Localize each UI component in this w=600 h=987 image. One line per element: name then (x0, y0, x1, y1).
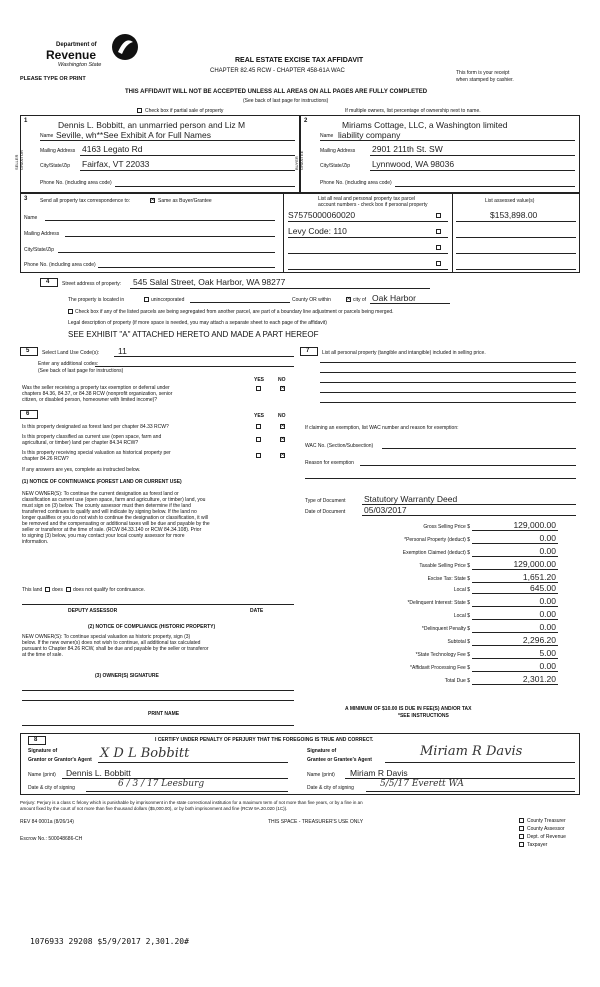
grantor-name-label: Name (print) (28, 772, 56, 778)
sec6-yes: YES (254, 413, 265, 419)
additional-codes-note: (See back of last page for instructions) (38, 368, 124, 374)
sec5-q1-line2: chapters 84.36, 84.37, or 84.38 RCW (nonprofit organization, senior (22, 391, 173, 397)
sec6-q3-line2: chapter 84.26 RCW? (22, 456, 69, 462)
tax-row-label: Excise Tax: State $ (427, 576, 470, 582)
tax-row-value[interactable]: 0.00 (539, 661, 556, 671)
seller-mailing-label: Mailing Address (40, 148, 76, 154)
see-instructions: *SEE INSTRUCTIONS (398, 713, 449, 719)
rev-number: REV 84 0001a (8/26/14) (20, 819, 74, 825)
tax-row-label: *Delinquent Interest: State $ (407, 600, 470, 606)
buyer-phone-label: Phone No. (including area code) (320, 180, 392, 186)
copy-dor-checkbox[interactable] (519, 834, 524, 839)
tax-row-value[interactable]: 645.00 (530, 583, 556, 593)
tax-row-value[interactable]: 1,651.20 (522, 572, 556, 582)
tax-row-label: Local $ (453, 613, 470, 619)
multiple-owners-label: If multiple owners, list percentage of ownership next to name. (345, 108, 481, 114)
grantor-sig-label-2: Grantor or Grantor's Agent (28, 757, 92, 763)
buyer-mailing[interactable]: 2901 211th St. SW (372, 144, 443, 154)
grantee-sig-label-1: Signature of (307, 748, 337, 754)
notice-1-line1: NEW OWNER(S): To continue the current designation as forest land or (22, 491, 179, 497)
sec6-q1-no-checkbox[interactable] (280, 424, 285, 429)
notice-1-line4: transferred continues to qualify and will indicate by signing below. If the land no (22, 509, 197, 515)
tax-row-value[interactable]: 2,296.20 (522, 635, 556, 645)
grantor-signature[interactable]: X D L Bobbitt (100, 746, 190, 761)
sec6-no: NO (278, 413, 286, 419)
see-back: (See back of last page for instructions) (243, 98, 329, 104)
sec6-q1: Is this property designated as forest land per chapter 84.33 RCW? (22, 424, 169, 430)
tax-row-label: Exemption Claimed (deduct) $ (402, 550, 470, 556)
state-label: Washington State (58, 62, 102, 68)
parcel-4-personal-checkbox[interactable] (436, 261, 441, 266)
perjury-line-2: amount fixed by the court of not more than five thousand dollars ($5,000.00), or by both imprisonment and fine (RCW 9A.20.020 (1C)). (20, 806, 288, 811)
tax-row-label: *Affidavit Processing Fee $ (410, 665, 470, 671)
notice-1-line6: be removed and the compensating or additional taxes will be due and payable by the (22, 521, 210, 527)
sec6-q3-yes-checkbox[interactable] (256, 453, 261, 458)
parcel-1-personal-checkbox[interactable] (436, 213, 441, 218)
dept-label: Department of (56, 42, 97, 48)
copy-taxpayer: Taxpayer (527, 842, 548, 848)
does-label: does (52, 587, 63, 593)
buyer-name-label: Name (320, 133, 334, 139)
sec3-mailing-label: Mailing Address (24, 231, 60, 237)
does-qualify-checkbox[interactable] (45, 587, 50, 592)
street-address[interactable]: 545 Salal Street, Oak Harbor, WA 98277 (133, 277, 286, 287)
city-of-label: city of (353, 297, 367, 303)
revenue-logo (28, 30, 123, 70)
partial-sale-label: Check box if partial sale of property (145, 108, 224, 114)
section-4-number: 4 (46, 279, 50, 285)
doc-date[interactable]: 05/03/2017 (364, 505, 407, 515)
section-5-number: 5 (26, 348, 30, 354)
tax-row-value[interactable]: 129,000.00 (513, 559, 556, 569)
land-qualify-label: This land (22, 587, 43, 593)
tax-row-value[interactable]: 2,301.20 (522, 674, 556, 684)
tax-row-label: Taxable Selling Price $ (419, 563, 470, 569)
grantee-sig-label-2: Grantee or Grantee's Agent (307, 757, 372, 763)
notice-1-line8: to signing (3) below, you may contact your local county assessor for more (22, 533, 185, 539)
notice-2-line2: below. If the new owner(s) does not wish to continue, all additional tax calculated (22, 640, 201, 646)
sec5-q1-no-checkbox[interactable] (280, 386, 285, 391)
notice-2-title: (2) NOTICE OF COMPLIANCE (HISTORIC PROPERTY) (88, 624, 216, 630)
notice-1-line3: must sign on (3) below. The county assessor must then determine if the land (22, 503, 191, 509)
copy-dor: Dept. of Revenue (527, 834, 566, 840)
doc-date-label: Date of Document (305, 509, 346, 515)
perjury-line-1: Perjury: Perjury is a class C felony which is punishable by imprisonment in the state correctional institution for a maximum term of not more than five years, or by a fine in an (20, 800, 363, 805)
seller-city[interactable]: Fairfax, VT 22033 (82, 159, 150, 169)
seller-mailing[interactable]: 4163 Legato Rd (82, 144, 143, 154)
owner-signature-label: (3) OWNER(S) SIGNATURE (95, 673, 159, 679)
certify-text: I CERTIFY UNDER PENALTY OF PERJURY THAT THE FOREGOING IS TRUE AND CORRECT. (155, 737, 374, 743)
sec5-no: NO (278, 377, 286, 383)
tax-row-label: Gross Selling Price $ (423, 524, 470, 530)
seller-phone-label: Phone No. (including area code) (40, 180, 112, 186)
notice-1-line2: classification as current use (open space, farm and agriculture, or timber) land, you (22, 497, 206, 503)
form-chapter: CHAPTER 82.45 RCW - CHAPTER 458-61A WAC (210, 68, 345, 74)
segregated-checkbox[interactable] (68, 309, 73, 314)
reason-label: Reason for exemption (305, 460, 354, 466)
sec3-name-label: Name (24, 215, 38, 221)
exemption-label: If claiming an exemption, list WAC number and reason for exemption: (305, 425, 459, 431)
notice-2-line3: pursuant to Chapter 84.26 RCW, shall be due and payable by the seller or transferor (22, 646, 209, 652)
please-type: PLEASE TYPE OR PRINT (20, 76, 86, 82)
tax-row-value[interactable]: 129,000.00 (513, 520, 556, 530)
seller-city-label: City/State/Zip (40, 163, 71, 169)
receipt-note-2: when stamped by cashier. (456, 77, 514, 83)
buyer-city-label: City/State/Zip (320, 163, 351, 169)
sec5-q1-line3: citizen, or disabled person, homeowner with limited income)? (22, 397, 158, 403)
copy-treasurer-checkbox[interactable] (519, 818, 524, 823)
tax-row-value[interactable]: 0.00 (539, 622, 556, 632)
land-use-code[interactable]: 11 (118, 346, 127, 356)
grantor-date-label: Date & city of signing (28, 785, 75, 791)
grantor-name[interactable]: Dennis L. Bobbitt (66, 768, 131, 778)
grantee-date[interactable]: 5/5/17 Everett WA (380, 779, 464, 789)
sec6-q2-line2: agricultural, or timber) land per chapter 84.34 RCW? (22, 440, 139, 446)
grantor-date[interactable]: 6 / 3 / 17 Leesburg (118, 779, 205, 789)
copy-treasurer: County Treasurer (527, 818, 566, 824)
same-as-buyer-label: Same as Buyer/Grantee (158, 198, 212, 204)
same-as-buyer-checkbox[interactable] (150, 198, 155, 203)
seller-name-line2[interactable]: Seville, wh**See Exhibit A for Full Names (56, 130, 211, 140)
parcel-2-personal-checkbox[interactable] (436, 229, 441, 234)
copy-assessor: County Assessor (527, 826, 565, 832)
treasurer-use: THIS SPACE - TREASURER'S USE ONLY (268, 819, 364, 825)
notice-2-line1: NEW OWNER(S): To continue special valuation as historic property, sign (3) (22, 634, 191, 640)
parcel-header-1: List all real and personal property tax parcel (318, 196, 415, 202)
street-address-label: Street address of property: (62, 281, 122, 287)
notice-1-line5: longer qualifies or you do not wish to continue the designation or classification, it will (22, 515, 208, 521)
sec6-q3-line1: Is this property receiving special valuation as historical property per (22, 450, 171, 456)
section-3-number: 3 (24, 196, 28, 202)
sec5-q1-yes-checkbox[interactable] (256, 386, 261, 391)
tax-row-label: *State Technology Fee $ (415, 652, 470, 658)
section-2-number: 2 (304, 118, 308, 124)
sec3-city-label: City/State/Zip (24, 247, 55, 253)
parcel-3-personal-checkbox[interactable] (436, 245, 441, 250)
buyer-mailing-label: Mailing Address (320, 148, 356, 154)
grantor-sig-label-1: Signature of (28, 748, 58, 754)
grantee-date-label: Date & city of signing (307, 785, 354, 791)
tax-row-value[interactable]: 0.00 (539, 533, 556, 543)
tax-row-value[interactable]: 0.00 (539, 609, 556, 619)
section-8-number: 8 (34, 737, 38, 743)
tax-row-label: Total Due $ (444, 678, 470, 684)
notice-1-line9: information. (22, 539, 49, 545)
doc-type-label: Type of Document (305, 498, 346, 504)
grantee-signature[interactable]: Miriam R Davis (420, 744, 523, 759)
grantee-name[interactable]: Miriam R Davis (350, 768, 408, 778)
city-of-checkbox[interactable] (346, 297, 351, 302)
escrow-number: Escrow No.: 500048686-CH (20, 836, 83, 842)
form-title: REAL ESTATE EXCISE TAX AFFIDAVIT (235, 57, 364, 64)
sec5-q1-line1: Was the seller receiving a property tax exemption or deferral under (22, 385, 170, 391)
receipt-note-1: This form is your receipt (456, 70, 510, 76)
does-not-qualify-checkbox[interactable] (66, 587, 71, 592)
assessor-date-label: DATE (250, 608, 264, 614)
seller-side-label: SELLER GRANTOR (14, 150, 24, 170)
legal-description-label: Legal description of property (if more space is needed, you may attach a separate sheet to each page of the affidavit) (68, 320, 327, 326)
if-yes-text: If any answers are yes, complete as instructed below. (22, 467, 141, 473)
buyer-side-label: BUYER GRANTEE (294, 150, 304, 170)
notice-2-line4: at the time of sale. (22, 652, 63, 658)
land-use-label: Select Land Use Code(s): (42, 350, 100, 356)
assessed-header: List assessed value(s) (485, 198, 535, 204)
unincorporated-checkbox[interactable] (144, 297, 149, 302)
located-text: The property is located in (68, 297, 125, 303)
additional-codes-label: Enter any additional codes: (38, 361, 99, 367)
tax-row-label: Subtotal $ (447, 639, 470, 645)
revenue-label: Revenue (46, 48, 97, 62)
sec6-q2-line1: Is this property classified as current use (open space, farm and (22, 434, 162, 440)
sec6-q3-no-checkbox[interactable] (280, 453, 285, 458)
grantee-name-label: Name (print) (307, 772, 335, 778)
section-6-number: 6 (26, 411, 30, 417)
personal-property-label: List all personal property (tangible and intangible) included in selling price. (322, 350, 486, 356)
tax-row-value[interactable]: 5.00 (539, 648, 556, 658)
unincorporated-label: unincorporated (151, 297, 185, 303)
treasurer-stamp: 1076933 29208 $5/9/2017 2,301.20# (30, 937, 189, 946)
send-correspondence-label: Send all property tax correspondence to: (40, 198, 131, 204)
segregated-label: Check box if any of the listed parcels are being segregated from another parcel, are part of a boundary line adjustment or parcels being merged. (75, 309, 394, 315)
seller-name-line1[interactable]: Dennis L. Bobbitt, an unmarried person and Liz M (58, 120, 246, 130)
buyer-name-line1[interactable]: Miriams Cottage, LLC, a Washington limited (342, 120, 508, 130)
section-7-number: 7 (306, 348, 310, 354)
deputy-assessor-label: DEPUTY ASSESSOR (68, 608, 118, 614)
county-or-within: County OR within (292, 297, 331, 303)
parcel-header-2: account numbers - check box if personal property (318, 202, 428, 208)
sec3-phone-label: Phone No. (including area code) (24, 262, 96, 268)
tax-row-value[interactable]: 0.00 (539, 596, 556, 606)
copy-taxpayer-checkbox[interactable] (519, 842, 524, 847)
buyer-city[interactable]: Lynnwood, WA 98036 (372, 159, 455, 169)
seller-name-label: Name (40, 133, 54, 139)
exhibit-text[interactable]: SEE EXHIBIT "A" ATTACHED HERETO AND MADE A PART HEREOF (68, 330, 319, 339)
parcel-number[interactable]: S7575000060020 (288, 210, 356, 220)
partial-sale-checkbox[interactable] (137, 108, 142, 113)
levy-code[interactable]: Levy Code: 110 (288, 226, 347, 236)
minimum-note: A MINIMUM OF $10.00 IS DUE IN FEE(S) AND/OR TAX (345, 706, 472, 712)
sec6-q1-yes-checkbox[interactable] (256, 424, 261, 429)
warning-text: THIS AFFIDAVIT WILL NOT BE ACCEPTED UNLESS ALL AREAS ON ALL PAGES ARE FULLY COMPLETED (125, 89, 428, 95)
tax-row-label: Local $ (453, 587, 470, 593)
does-not-label: does not qualify for continuance. (73, 587, 145, 593)
dor-logo-icon (110, 32, 140, 62)
tax-row-label: *Delinquent Penalty $ (421, 626, 470, 632)
assessed-value[interactable]: $153,898.00 (490, 210, 538, 220)
tax-row-value[interactable]: 0.00 (539, 546, 556, 556)
buyer-name-line2[interactable]: liability company (338, 130, 401, 140)
sec6-q2-yes-checkbox[interactable] (256, 437, 261, 442)
property-city[interactable]: Oak Harbor (372, 293, 416, 303)
doc-type[interactable]: Statutory Warranty Deed (364, 494, 458, 504)
print-name-label: PRINT NAME (148, 711, 180, 717)
tax-row-label: *Personal Property (deduct) $ (404, 537, 470, 543)
sec6-q2-no-checkbox[interactable] (280, 437, 285, 442)
wac-label: WAC No. (Section/Subsection) (305, 443, 374, 449)
sec5-yes: YES (254, 377, 265, 383)
section-1-number: 1 (24, 118, 28, 124)
copy-assessor-checkbox[interactable] (519, 826, 524, 831)
notice-1-title: (1) NOTICE OF CONTINUANCE (FOREST LAND OR CURRENT USE) (22, 479, 182, 485)
notice-1-line7: seller or transferor at the time of sale. (RCW 84.33.140 or RCW 84.34.108). Prior (22, 527, 202, 533)
